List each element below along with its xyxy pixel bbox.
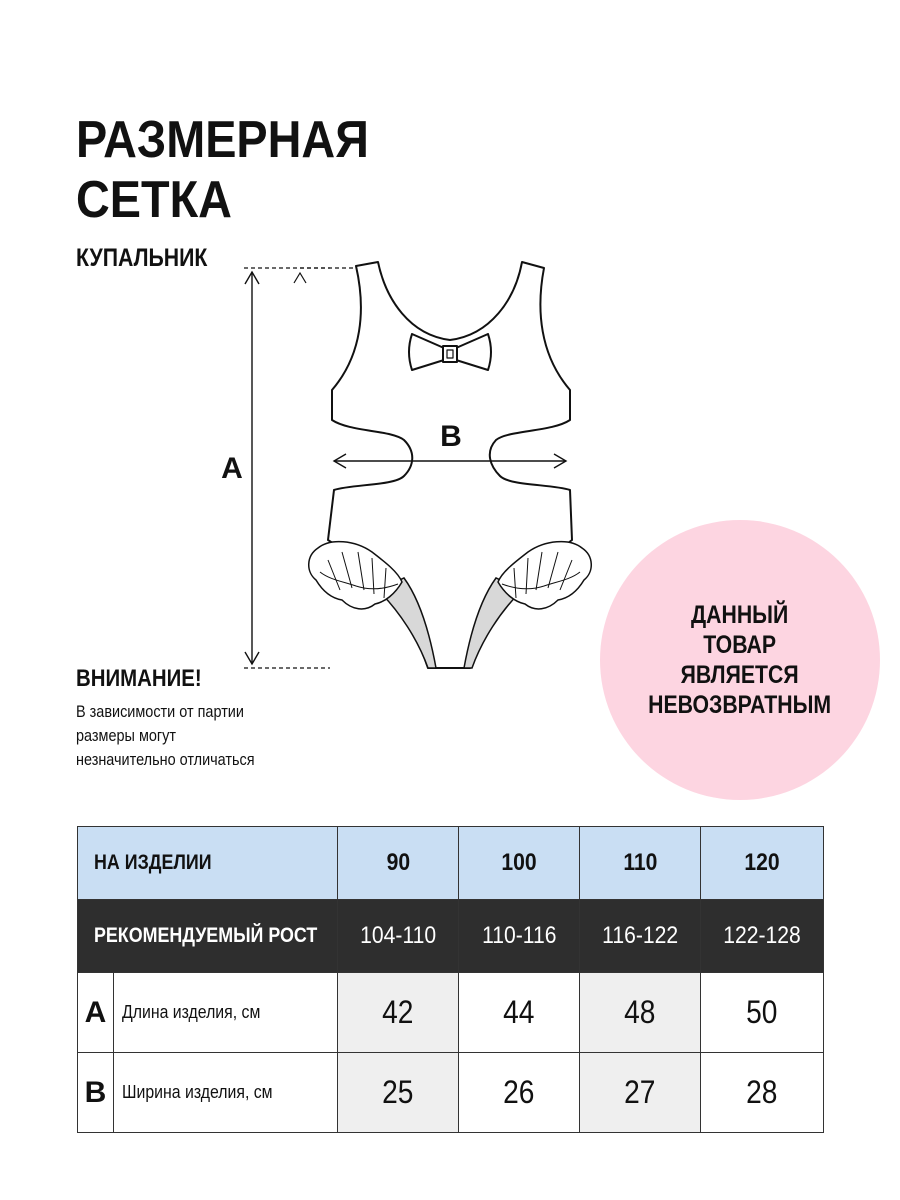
value: 42 (382, 994, 414, 1030)
height-cell (459, 900, 580, 973)
value-cell (580, 1053, 701, 1133)
warning-text: В зависимости от партии размеры могут незначительно отличаться (76, 702, 255, 769)
size-90: 90 (386, 849, 410, 876)
height-cell (338, 900, 459, 973)
value-cell (338, 1053, 459, 1133)
height-label-cell (78, 900, 338, 973)
badge-line-4: НЕВОЗВРАТНЫМ (648, 691, 832, 719)
value: 25 (382, 1074, 414, 1110)
value-cell (701, 973, 824, 1053)
table-row-heights (78, 900, 824, 973)
row-letter: A (78, 973, 114, 1053)
badge-text (649, 600, 832, 720)
height-value: 116-122 (602, 922, 678, 949)
size-100: 100 (501, 849, 537, 876)
non-returnable-badge (600, 520, 880, 800)
title-line-2: СЕТКА (76, 171, 232, 229)
value: 28 (746, 1074, 778, 1110)
row-label-cell (114, 973, 338, 1053)
product-type: КУПАЛЬНИК (76, 244, 208, 272)
size-cell (338, 827, 459, 900)
label-a: A (221, 452, 243, 485)
value: 27 (624, 1074, 656, 1110)
size-table (77, 826, 824, 1133)
height-value: 110-116 (481, 922, 557, 949)
size-cell (580, 827, 701, 900)
badge-line-2: ТОВАР (703, 631, 777, 659)
value-cell (580, 973, 701, 1053)
value: 48 (624, 994, 656, 1030)
size-cell (701, 827, 824, 900)
row-label: Длина изделия, см (122, 1002, 261, 1022)
header-label: НА ИЗДЕЛИИ (94, 851, 212, 874)
height-label: РЕКОМЕНДУЕМЫЙ РОСТ (94, 924, 318, 947)
header-label-cell (78, 827, 338, 900)
warning-title: ВНИМАНИЕ! (76, 665, 202, 692)
value-cell (338, 973, 459, 1053)
measure-a-arrow (244, 268, 355, 668)
size-110: 110 (622, 849, 658, 876)
value-cell (701, 1053, 824, 1133)
value-cell (459, 973, 580, 1053)
title-line-1: РАЗМЕРНАЯ (76, 111, 369, 169)
table-row-length (78, 973, 824, 1053)
height-cell (701, 900, 824, 973)
size-cell (459, 827, 580, 900)
label-b: B (440, 420, 462, 453)
row-label-cell (114, 1053, 338, 1133)
badge-line-1: ДАННЫЙ (691, 601, 789, 629)
value: 26 (503, 1074, 535, 1110)
badge-line-3: ЯВЛЯЕТСЯ (680, 661, 800, 689)
height-value: 104-110 (360, 922, 436, 949)
size-120: 120 (744, 849, 780, 876)
value: 50 (746, 994, 778, 1030)
table-row-sizes (78, 827, 824, 900)
table-row-width (78, 1053, 824, 1133)
height-cell (580, 900, 701, 973)
row-label: Ширина изделия, см (122, 1082, 273, 1102)
row-letter: B (78, 1053, 114, 1133)
height-value: 122-128 (723, 922, 801, 949)
value-cell (459, 1053, 580, 1133)
value: 44 (503, 994, 535, 1030)
